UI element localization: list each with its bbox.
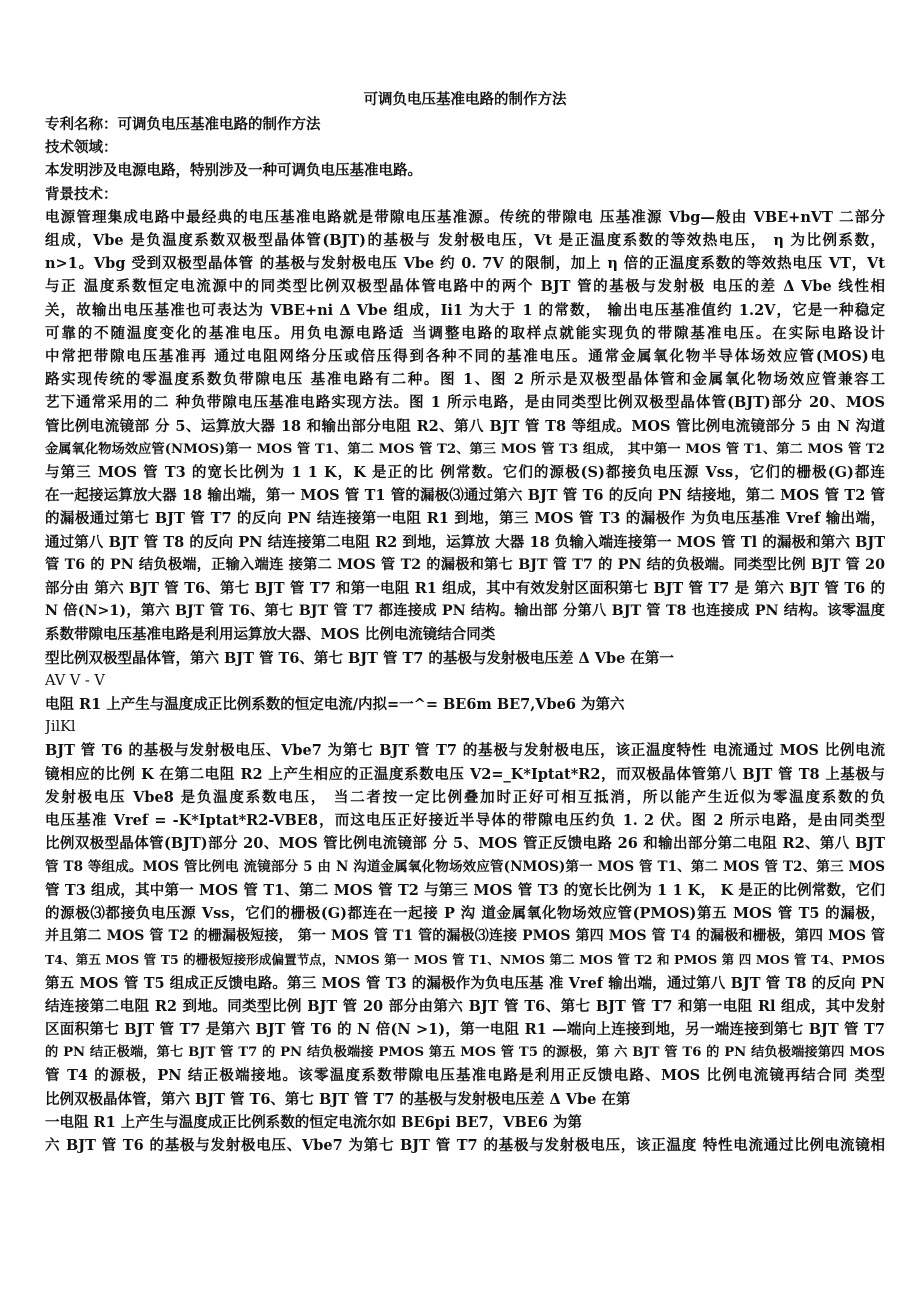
text-line: 专利名称：可调负电压基准电路的制作方法 — [45, 116, 321, 133]
text-line: 管 T6 的 PN 结负极端，正输入端连 接第二 MOS 管 T2 的漏极和第七 BJT 管 T7 的 PN 结的负极端。同类型比例 BJT 管 20 — [45, 556, 885, 573]
document-title: 可调负电压基准电路的制作方法 — [363, 91, 567, 108]
text-line: 管 T8 等组成。MOS 管比例电 流镜部分 5 由 N 沟道金属氧化物场效应管(NMOS)第一 MOS 管 T1、第二 MOS 管 T2、第三 MOS — [45, 858, 885, 875]
text-line: 结连接第二电阻 R2 到地。同类型比例 BJT 管 20 部分由第六 BJT 管 T6、第七 BJT 管 T7 和第一电阻 Rl 组成，其中发射 — [45, 997, 885, 1015]
text-line: 管比例电流镜部 分 5、运算放大器 18 和输出部分电阻 R2、第八 BJT 管 T8 等组成。MOS 管比例电流镜部分 5 由 N 沟道 — [45, 417, 885, 435]
text-line: 组成，Vbe 是负温度系数双极型晶体管(BJT)的基极与 发射极电压，Vt 是正温度系数的等效热电压， η 为比例系数， — [45, 232, 885, 250]
text-line: 管 T3 组成，其中第一 MOS 管 T1、第二 MOS 管 T2 与第三 MOS 管 T3 的宽长比例为 1 1 K， K 是正的比例常数，它们 — [45, 881, 885, 899]
text-line: 电源管理集成电路中最经典的电压基准电路就是带隙电压基准源。传统的带隙电 压基准源 Vbg—般由 VBE+nVT 二部分 — [45, 208, 885, 226]
text-line: 发射极电压 Vbe8 是负温度系数电压， 当二者按一定比例叠加时正好可相互抵消，所以能产生近似为零温度系数的负 — [45, 788, 885, 806]
text-line: 镜相应的比例 K 在第二电阻 R2 上产生相应的正温度系数电压 V2=_K*Iptat*R2，而双极晶体管第八 BJT 管 T8 上基极与 — [45, 765, 885, 783]
text-line: 与第三 MOS 管 T3 的宽长比例为 1 1 K，K 是正的比 例常数。它们的源极(S)都接负电压源 Vss，它们的栅极(G)都连 — [45, 464, 885, 482]
text-line: 型比例双极型晶体管，第六 BJT 管 T6、第七 BJT 管 T7 的基极与发射极电压差 Δ Vbe 在第一 — [45, 649, 674, 667]
document-page — [45, 88, 885, 1157]
text-line: 背景技术： — [45, 185, 118, 203]
text-line: 通过第八 BJT 管 T8 的反向 PN 结连接第二电阻 R2 到地，运算放 大器 18 负输入端连接第一 MOS 管 Tl 的漏极和第六 BJT — [45, 533, 885, 551]
text-line: 关，故输出电压基准也可表达为 VBE+ni Δ Vbe 组成，Ii1 为大于 1 的常数， 输出电压基准值约 1.2V，它是一种稳定 — [45, 301, 885, 319]
text-line: 部分由 第六 BJT 管 T6、第七 BJT 管 T7 和第一电阻 R1 组成，其中有效发射区面积第七 BJT 管 T7 是 第六 BJT 管 T6 的 — [45, 580, 885, 598]
text-line: 第五 MOS 管 T5 组成正反馈电路。第三 MOS 管 T3 的漏极作为负电压基 准 Vref 输出端，通过第八 BJT 管 T8 的反向 PN — [45, 974, 885, 992]
text-line: 电压基准 Vref = -K*Iptat*R2-VBE8，而这电压正好接近半导体的带隙电压约负 1. 2 伏。图 2 所示电路，是由同类型 — [45, 812, 885, 830]
text-line: T4、第五 MOS 管 T5 的栅极短接形成偏置节点，NMOS 第一 MOS 管 T1、NMOS 第二 MOS 管 T2 和 PMOS 第 四 MOS 管 T4、PMOS — [45, 952, 885, 968]
text-line: 金属氧化物场效应管(NMOS)第一 MOS 管 T1、第二 MOS 管 T2、第三 MOS 管 T3 组成， 其中第一 MOS 管 T1、第二 MOS 管 T2 — [45, 441, 885, 457]
text-line: 的源极⑶都接负电压源 Vss，它们的栅极(G)都连在一起接 P 沟 道金属氧化物场效应管(PMOS)第五 MOS 管 T5 的漏极， — [45, 904, 885, 922]
text-line: JilKl — [45, 719, 76, 736]
text-line: 在一起接运算放大器 18 输出端，第一 MOS 管 T1 管的漏极⑶通过第六 BJT 管 T6 的反向 PN 结接地，第二 MOS 管 T2 管 — [45, 487, 885, 505]
text-line: 区面积第七 BJT 管 T7 是第六 BJT 管 T6 的 N 倍(N >1)，第一电阻 R1 —端向上连接到地，另一端连接到第七 BJT 管 T7 — [45, 1020, 885, 1038]
text-line: 技术领域： — [45, 139, 118, 157]
text-line: 六 BJT 管 T6 的基极与发射极电压、Vbe7 为第七 BJT 管 T7 的基极与发射极电压，该正温度 特性电流通过比例电流镜相 — [45, 1136, 885, 1154]
text-line: 电阻 R1 上产生与温度成正比例系数的恒定电流/内拟=一^= BE6m BE7,Vbe6 为第六 — [45, 696, 625, 714]
text-line: N 倍(N>1)，第六 BJT 管 T6、第七 BJT 管 T7 都连接成 PN 结构。输出部 分第八 BJT 管 T8 也连接成 PN 结构。该零温度 — [45, 603, 885, 620]
text-line: AV V - V — [45, 672, 105, 689]
text-line: 管 T4 的源极，PN 结正极端接地。该零温度系数带隙电压基准电路是利用正反馈电路、MOS 比例电流镜再结合同 类型 — [45, 1067, 885, 1085]
text-line: 可靠的不随温度变化的基准电压。用负电源电路适 当调整电路的取样点就能实现负的带隙基准电压。在实际电路设计 — [45, 324, 885, 342]
text-line: n>1。Vbg 受到双极型晶体管 的基极与发射极电压 Vbe 约 0. 7V 的限制，加上 η 倍的正温度系数的等效热电压 VT，Vt — [45, 255, 885, 273]
text-line: 路实现传统的零温度系数负带隙电压 基准电路有二种。图 1、图 2 所示是双极型晶体管和金属氧化物场效应管兼容工 — [45, 371, 885, 389]
text-line: 本发明涉及电源电路，特别涉及一种可调负电压基准电路。 — [45, 162, 422, 180]
text-line: 艺下通常采用的二 种负带隙电压基准电路实现方法。图 1 所示电路，是由同类型比例双极型晶体管(BJT)部分 20、MOS — [45, 394, 885, 412]
text-line: 的 PN 结正极端，第七 BJT 管 T7 的 PN 结负极端接 PMOS 第五 MOS 管 T5 的源极，第 六 BJT 管 T6 的 PN 结负极端接第四 MOS — [45, 1045, 885, 1061]
text-line: 比例双极型晶体管(BJT)部分 20、MOS 管比例电流镜部 分 5、MOS 管正反馈电路 26 和输出部分第二电阻 R2、第八 BJT — [45, 835, 885, 853]
text-line: 并且第二 MOS 管 T2 的栅漏极短接， 第一 MOS 管 T1 管的漏极⑶连接 PMOS 第四 MOS 管 T4 的漏极和栅极，第四 MOS 管 — [45, 928, 885, 945]
document-body — [45, 113, 885, 1157]
text-line: 与正 温度系数恒定电流源中的同类型比例双极型晶体管电路中的两个 BJT 管的基极与发射极 电压的差 Δ Vbe 线性相 — [45, 278, 885, 296]
text-line: 一电阻 R1 上产生与温度成正比例系数的恒定电流尔如 BE6pi BE7，VBE6 为第 — [45, 1113, 582, 1131]
text-line: 中常把带隙电压基准再 通过电阻网络分压或倍压得到各种不同的基准电压。通常金属氧化物半导体场效应管(MOS)电 — [45, 348, 885, 366]
text-line: 系数带隙电压基准电路是利用运算放大器、MOS 比例电流镜结合同类 — [45, 626, 496, 644]
text-line: 比例双极晶体管，第六 BJT 管 T6、第七 BJT 管 T7 的基极与发射极电压差 Δ Vbe 在第 — [45, 1090, 631, 1108]
text-line: 的漏极通过第七 BJT 管 T7 的反向 PN 结连接第一电阻 R1 到地，第三 MOS 管 T3 的漏极作 为负电压基准 Vref 输出端， — [45, 510, 885, 528]
text-line: BJT 管 T6 的基极与发射极电压、Vbe7 为第七 BJT 管 T7 的基极与发射极电压，该正温度特性 电流通过 MOS 比例电流 — [45, 742, 885, 760]
